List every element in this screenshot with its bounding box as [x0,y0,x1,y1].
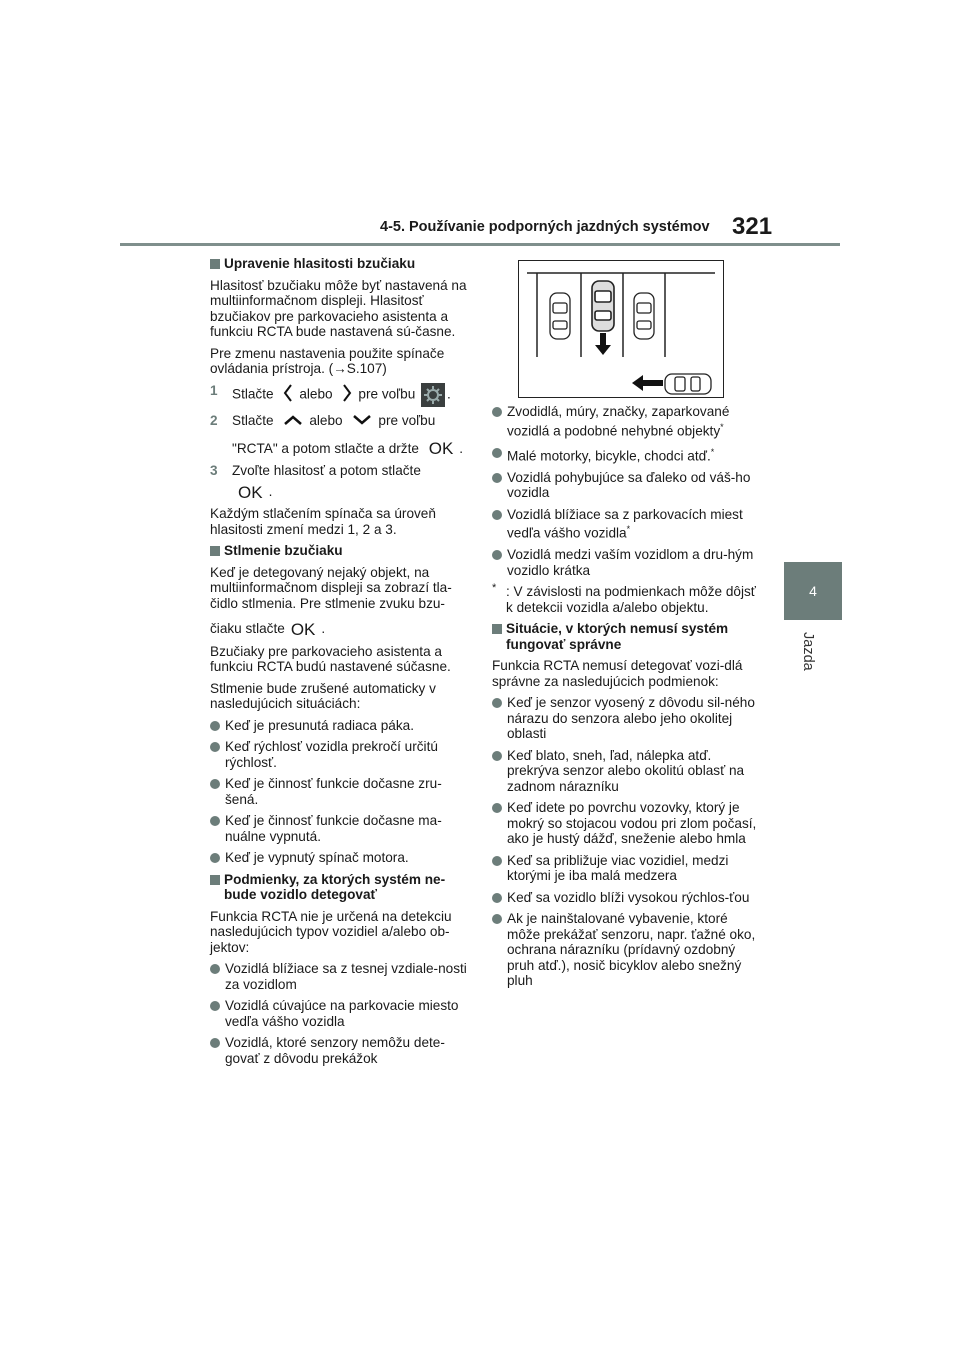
volume-heading: Upravenie hlasitosti bzučiaku [210,256,472,272]
parked-car-left [550,293,570,339]
situations-para: Funkcia RCTA nemusí detegovať vozi-dlá správne za nasledujúcich podmienok: [492,658,743,689]
footnote-star: * [492,582,497,595]
step-text: Stlačte [232,412,274,428]
footnote-marker: * [710,446,715,457]
step-text: pre voľbu [378,412,436,428]
bullet-dot [492,698,502,708]
bullet-dot [210,779,220,789]
left-column [210,256,472,1072]
conditions-heading: Podmienky, za ktorých systém ne-bude vozidlo detegovať [210,872,472,903]
section-title: 4-5. Používanie podporných jazdných systémov [380,219,710,235]
list-item [492,748,758,795]
bullet-dot [492,510,502,520]
list-item-text: Vozidlá blížiace sa z parkovacích miest vedľa vášho vozidla [507,506,743,541]
list-item [210,739,472,770]
bullet-dot [210,1001,220,1011]
bullet-dot [210,853,220,863]
volume-para-2: Pre zmenu nastavenia použite spínače ovládania prístroja. (→S.107) [210,345,445,376]
list-item [210,1035,472,1066]
bullet-dot [492,803,502,813]
list-item-text: Keď rýchlosť vozidla prekročí určitú rýchlosť. [225,739,438,770]
volume-para-3: Každým stlačením spínača sa úroveň hlasitosti zmení medzi 1, 2 a 3. [210,506,436,537]
list-item-text: Keď je činnosť funkcie dočasne zru-šená. [225,776,442,807]
page-number: 321 [732,213,773,240]
ok-button-symbol: OK [290,620,316,640]
list-item [492,445,758,464]
list-item [492,890,758,906]
bullet-dot [210,1038,220,1048]
step-number: 2 [210,412,218,428]
mute-para-3: Stlmenie bude zrušené automaticky v nasledujúcich situáciách: [210,680,436,712]
step-1 [210,383,472,407]
bullet-dot [492,550,502,560]
parking-illustration [518,260,724,398]
list-item-text: Keď idete po povrchu vozovky, ktorý je mokrý so stojacou vodou pri zlom počasí, ako je hustý dážď, sneženie alebo hmla [507,800,757,847]
chevron-up-icon [283,413,303,429]
bullet-dot [210,964,220,974]
ok-button-symbol: OK [428,439,454,459]
list-item-text: Zvodidlá, múry, značky, zaparkované vozidlá a podobné nehybné objekty [507,404,730,439]
chapter-label: Jazda [800,632,816,671]
list-item [210,813,472,844]
step-number: 1 [210,382,218,398]
conditions-bullet-list [210,961,472,1066]
volume-para-1: Hlasitosť bzučiaku môže byť nastavená na multiinformačnom displeji. Hlasitosť bzučiakov pre parkovacieho asistenta a funkciu RCTA bude nastavená sú-časne. [210,277,467,339]
list-item [492,800,758,847]
list-item-text: Vozidlá pohybujúce sa ďaleko od váš-ho vozidla [507,469,751,501]
bullet-dot [492,448,502,458]
mute-para-2: Bzučiaky pre parkovacieho asistenta a funkciu RCTA budú nastavené súčasne. [210,643,451,675]
mute-para-1-dot: . [321,621,326,637]
list-item-text: Vozidlá cúvajúce na parkovacie miesto vedľa vášho vozidla [225,998,459,1029]
undetected-objects-list [492,404,758,578]
bullet-dot [492,893,502,903]
footnote [492,584,758,615]
reverse-arrow [595,333,611,355]
step-2 [210,413,472,457]
list-item [210,776,472,807]
list-item-text: Vozidlá blížiace sa z tesnej vzdiale-nosti za vozidlom [225,961,467,992]
list-item [210,961,472,992]
chevron-down-icon [352,413,372,429]
situations-heading: Situácie, v ktorých nemusí systém fungovať správne [492,621,758,652]
list-item-text: Keď je činnosť funkcie dočasne ma-nuálne vypnutá. [225,813,442,844]
step-text: alebo [299,386,333,402]
list-item [210,850,472,866]
step-text: . [459,440,464,456]
situations-bullet-list [492,695,758,989]
list-item-text: Vozidlá, ktoré senzory nemôžu dete-govať z dôvodu prekážok [225,1035,445,1066]
list-item-text: Keď je presunutá radiaca páka. [225,717,414,733]
list-item-text: Keď blato, sneh, ľad, nálepka atď. prekrýva senzor alebo okolitú oblasť na zadnom nárazníku [507,747,745,794]
step-text: . [268,484,273,500]
list-item-text: Vozidlá medzi vaším vozidlom a dru-hým vozidlo krátka [507,547,754,578]
footnote-marker: * [720,421,724,432]
list-item-text: Keď sa približuje viac vozidiel, medzi ktorými je iba malá medzera [507,852,729,884]
footnote-marker: * [626,524,631,535]
list-item [492,507,758,542]
list-item [492,547,758,578]
bullet-dot [210,721,220,731]
chevron-left-icon [283,384,293,406]
step-text: "RCTA" a potom stlačte a držte [232,440,419,456]
list-item-text: Keď je vypnutý spínač motora. [225,850,409,866]
list-item [492,695,758,742]
conditions-para: Funkcia RCTA nie je určená na detekciu nasledujúcich typov vozidiel a/alebo ob-jektov: [210,908,452,955]
bullet-dot [492,856,502,866]
own-car [592,281,614,331]
bullet-dot [492,751,502,761]
mute-para-1: Keď je detegovaný nejaký objekt, na multiinformačnom displeji sa zobrazí tla-čidlo stlmenia. Pre stlmenie zvuku bzu- [210,564,452,611]
list-item [492,404,758,439]
ok-button-symbol: OK [238,482,263,502]
bullet-dot [492,473,502,483]
list-item [492,853,758,884]
bullet-dot [492,407,502,417]
step-text: alebo [309,412,343,428]
mute-para-1-end: čiaku stlačte [210,621,285,637]
parked-car-right [634,293,654,339]
chapter-tab: 4 [784,562,842,620]
step-text: Zvoľte hlasitosť a potom stlačte [232,462,421,478]
list-item-text: Malé motorky, bicykle, chodci atď. [507,448,711,464]
bullet-dot [210,816,220,826]
footnote-text: : V závislosti na podmienkach môže dôjsť k detekcii vozidla a/alebo objektu. [506,584,756,615]
list-item [210,718,472,734]
step-text: pre voľbu [358,386,416,402]
bullet-dot [210,742,220,752]
gear-icon [421,383,445,407]
approach-arrow [632,375,663,391]
right-column [492,404,758,995]
chevron-right-icon [342,384,352,406]
step-number: 3 [210,462,218,478]
step-text: . [447,386,451,402]
step-3 [210,463,472,501]
list-item-text: Keď je senzor vyosený z dôvodu sil-ného nárazu do senzora alebo jeho okolitej oblasti [507,695,755,742]
list-item [210,998,472,1029]
step-text: Stlačte [232,386,274,402]
bullet-dot [492,914,502,924]
list-item-text: Keď sa vozidlo blíži vysokou rýchlos-ťou [507,889,750,905]
approaching-car [665,374,711,394]
header-rule [120,243,840,246]
list-item [492,470,758,501]
mute-bullet-list [210,718,472,866]
list-item [492,911,758,989]
list-item-text: Ak je nainštalované vybavenie, ktoré môže prekážať senzoru, napr. ťažné oko, ochrana nárazníku (prídavný ozdobný pruh atď.), nosič bicyklov alebo snežný pluh [507,911,756,989]
mute-heading: Stlmenie bzučiaku [210,543,472,559]
